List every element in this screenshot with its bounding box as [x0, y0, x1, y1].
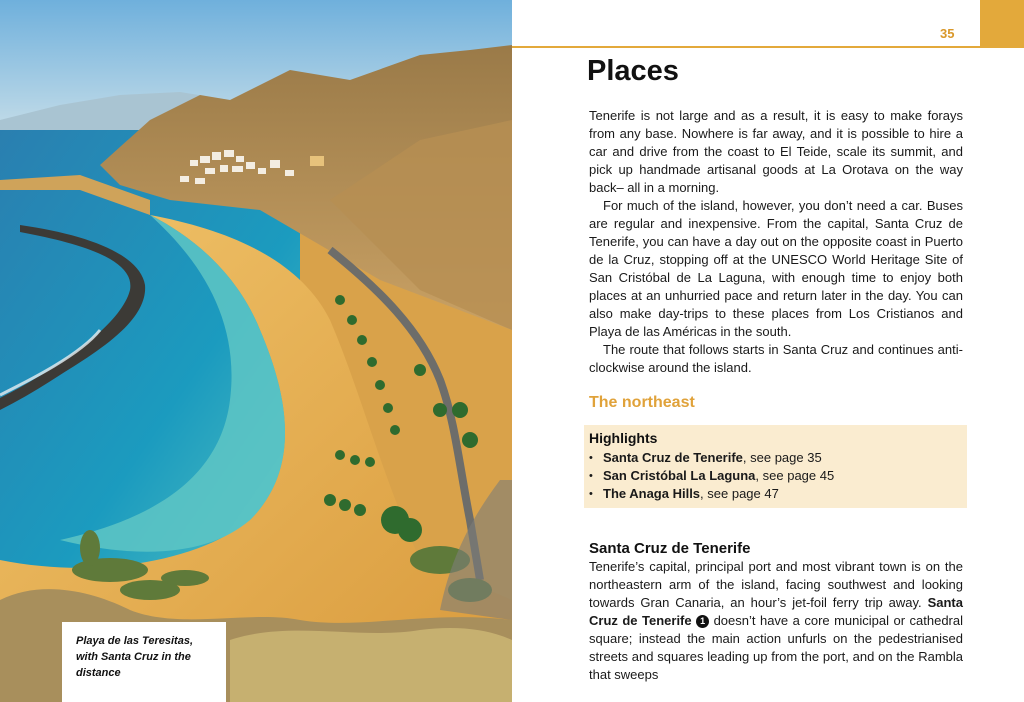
- intro-paragraph: For much of the island, however, you don’t need a car. Buses are regular and inexpensive. From the capital, Santa Cruz de Tenerife, you can have a day out on the opposite coast in Puerto de la Cruz, stopping off at the UNESCO World Heritage Site of San Cristóbal de La Laguna, with enough time to enjoy both places at an unhurried pace and return later in the day. You can also make day-trips to these places from Los Cristianos and Playa de las Américas in the south.: [589, 198, 963, 339]
- bullet-icon: •: [589, 488, 593, 500]
- highlights-box: [584, 425, 967, 508]
- highlight-page-ref: , see page 45: [755, 468, 835, 483]
- photo-caption-box: [62, 622, 226, 702]
- subsection-text-start: Tenerife’s capital, principal port and most vibrant town is on the northeastern arm of the island, facing southwest and looking towards Gran Canaria, an hour’s jet-foil ferry trip away.: [589, 559, 963, 610]
- highlight-page-ref: , see page 35: [742, 450, 822, 465]
- section-heading: The northeast: [589, 394, 695, 411]
- highlight-place: San Cristóbal La Laguna: [603, 468, 756, 483]
- highlight-item: [589, 449, 967, 467]
- page-title: Places: [587, 55, 679, 87]
- text-page: [512, 0, 1024, 702]
- photo-caption: Playa de las Teresitas, with Santa Cruz in the distance: [76, 635, 193, 679]
- highlights-list: [589, 449, 967, 503]
- header-rule: [512, 46, 980, 48]
- bullet-icon: •: [589, 452, 593, 464]
- page-tab: [980, 0, 1024, 48]
- highlight-item: [589, 467, 967, 485]
- highlight-place: Santa Cruz de Tenerife: [603, 450, 743, 465]
- intro-paragraph: Tenerife is not large and as a result, it is easy to make forays from any base. Nowhere is far away, and it is possible to hire a car and drive from the coast to El Teide, scale its summit, and pick up handmade artisanal goods at La Orotava on the way back– all in a morning.: [589, 108, 963, 195]
- highlight-place: The Anaga Hills: [603, 486, 701, 501]
- intro-text: [589, 107, 963, 377]
- subsection-text: [589, 558, 963, 684]
- subsection-heading: Santa Cruz de Tenerife: [589, 540, 751, 557]
- highlights-title: Highlights: [589, 430, 658, 446]
- intro-paragraph: The route that follows starts in Santa Cruz and continues anticlockwise around the island.: [589, 342, 963, 375]
- subsection-bold-name: Santa Cruz de Tenerife: [589, 595, 963, 628]
- subsection-text-end: doesn’t have a core municipal or cathedral square; instead the main action unfurls on the pedestrianised streets and squares leading up from the port, and on the Rambla that sweeps: [589, 613, 963, 682]
- highlight-item: [589, 485, 967, 503]
- page-number: 35: [940, 26, 955, 41]
- bullet-icon: •: [589, 470, 593, 482]
- highlight-page-ref: , see page 47: [700, 486, 779, 501]
- map-number-badge: 1: [696, 615, 709, 628]
